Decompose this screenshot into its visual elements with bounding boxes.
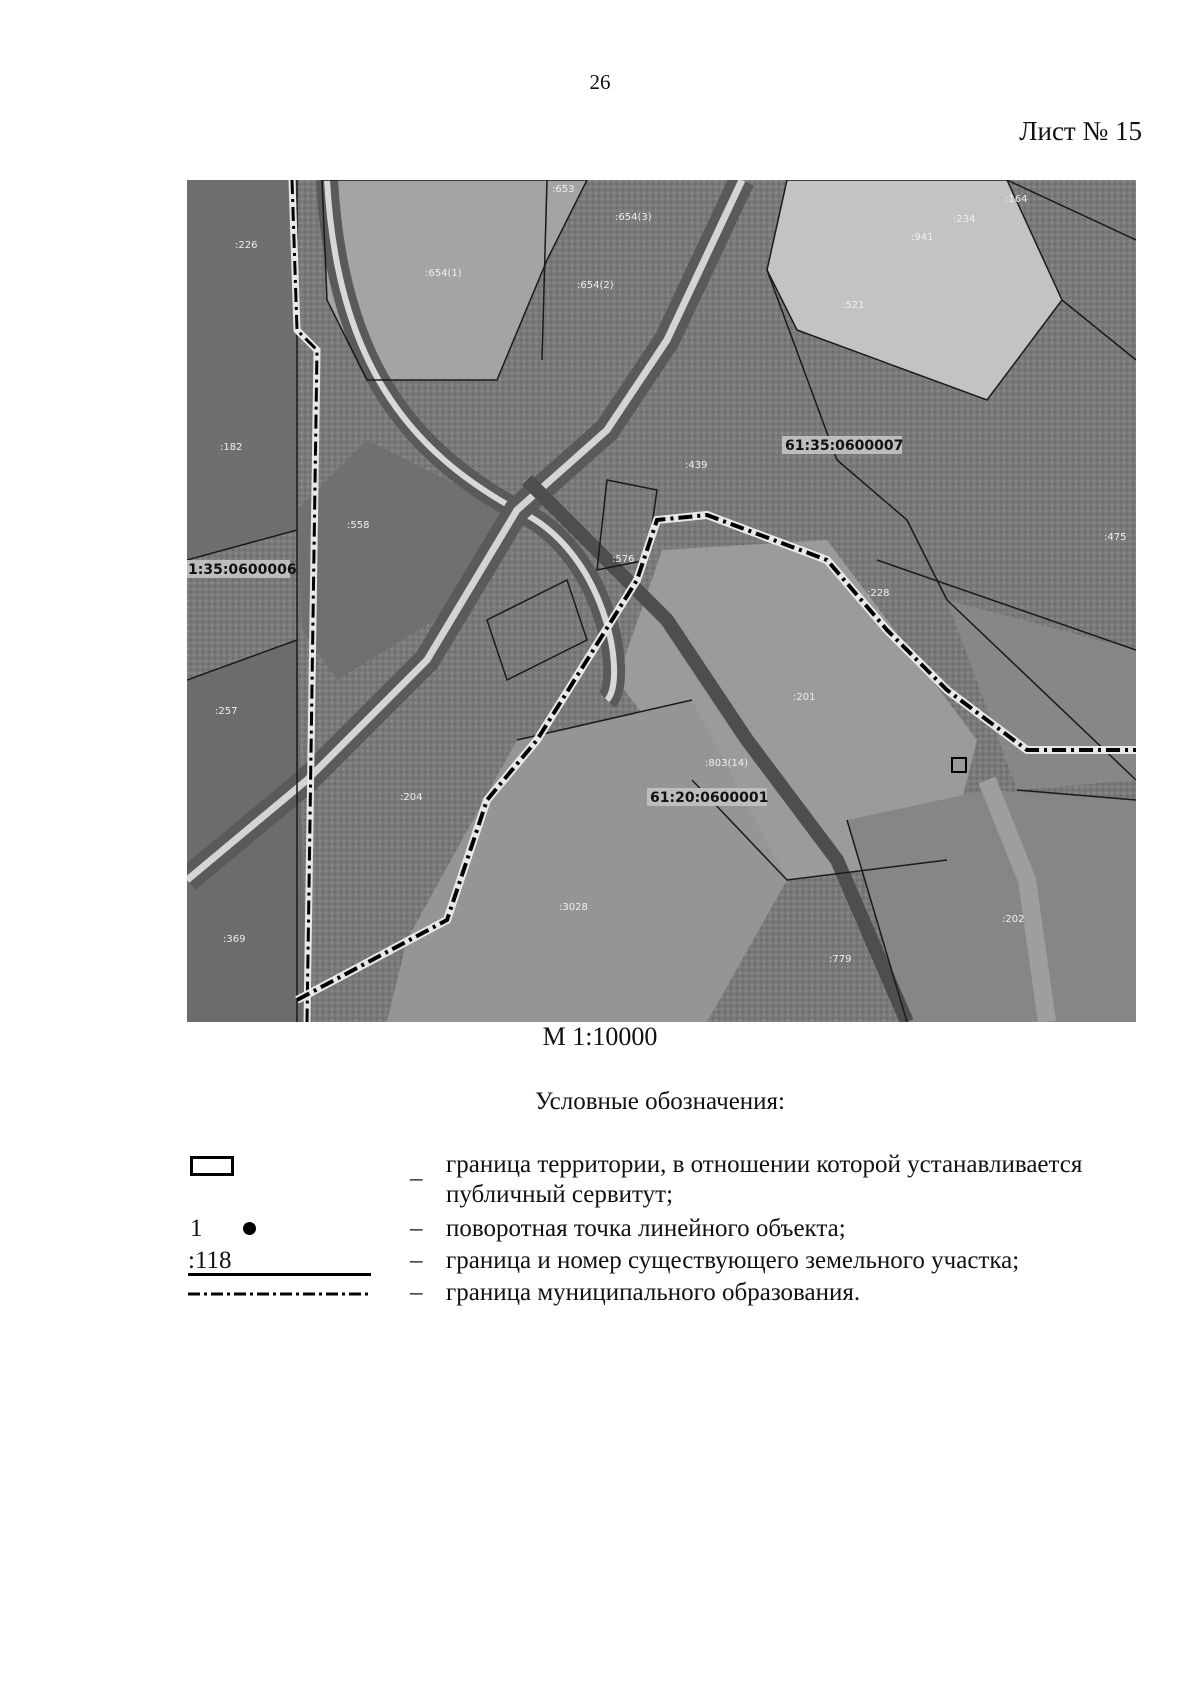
- point-dot-icon: [243, 1222, 256, 1235]
- cadastral-map: [187, 180, 1136, 1022]
- legend-item-municipal-boundary: [188, 1278, 1148, 1310]
- parcel-label: :475: [1104, 532, 1127, 543]
- dash-dot-line-icon: [188, 1292, 371, 1296]
- legend-text: граница и номер существующего земельного участка;: [446, 1247, 1020, 1274]
- legend-symbol: [188, 1246, 388, 1276]
- parcel-label: :234: [953, 214, 976, 225]
- legend-symbol: [188, 1214, 388, 1244]
- legend-dash: –: [410, 1215, 423, 1242]
- point-sample-label: 1: [190, 1215, 203, 1242]
- parcel-label: :576: [612, 554, 635, 565]
- parcel-label: :204: [400, 792, 423, 803]
- map-canvas: [187, 180, 1136, 1022]
- field-area: [187, 180, 297, 560]
- parcel-sample-label: :118: [188, 1247, 232, 1274]
- parcel-label: :653: [552, 184, 575, 195]
- legend-text: поворотная точка линейного объекта;: [446, 1215, 846, 1242]
- rectangle-symbol-icon: [190, 1156, 234, 1176]
- parcel-label: :182: [220, 442, 243, 453]
- legend-symbol: [188, 1278, 388, 1308]
- parcel-label: :654(2): [577, 280, 614, 291]
- legend-item-turning-point: [188, 1214, 1148, 1246]
- quarter-label: 61:35:0600007: [785, 438, 904, 454]
- parcel-label: :654(3): [615, 212, 652, 223]
- parcel-label: :369: [223, 934, 246, 945]
- legend-dash: –: [410, 1247, 423, 1274]
- legend-title: Условные обозначения:: [534, 1088, 786, 1115]
- parcel-label: :654(1): [425, 268, 462, 279]
- parcel-label: :558: [347, 520, 370, 531]
- legend-dash: –: [410, 1165, 423, 1192]
- solid-line-icon: [188, 1273, 371, 1276]
- legend-text: граница муниципального образования.: [446, 1279, 861, 1306]
- legend-dash: –: [410, 1279, 423, 1306]
- parcel-label: :201: [793, 692, 816, 703]
- legend-text: граница территории, в отношении которой устанавливается публичный сервитут;: [446, 1151, 1083, 1208]
- parcel-label: :257: [215, 706, 238, 717]
- parcel-label: :164: [1005, 194, 1028, 205]
- parcel-label: :228: [867, 588, 890, 599]
- legend: [188, 1150, 1148, 1310]
- parcel-label: :439: [685, 460, 708, 471]
- legend-item-servitude-boundary: [188, 1150, 1148, 1214]
- legend-item-parcel-boundary: [188, 1246, 1148, 1278]
- legend-symbol: [188, 1150, 388, 1180]
- parcel-label: :226: [235, 240, 258, 251]
- parcel-label: :803(14): [705, 758, 748, 769]
- page-number: 26: [589, 70, 611, 94]
- parcel-label: :521: [842, 300, 865, 311]
- quarter-label: 1:35:0600006: [188, 562, 297, 578]
- parcel-label: :941: [911, 232, 934, 243]
- sheet-label: Лист № 15: [1019, 116, 1142, 146]
- quarter-label: 61:20:0600001: [650, 790, 769, 806]
- parcel-label: :779: [829, 954, 852, 965]
- parcel-label: :3028: [559, 902, 588, 913]
- map-scale: М 1:10000: [542, 1022, 658, 1051]
- parcel-label: :202: [1002, 914, 1025, 925]
